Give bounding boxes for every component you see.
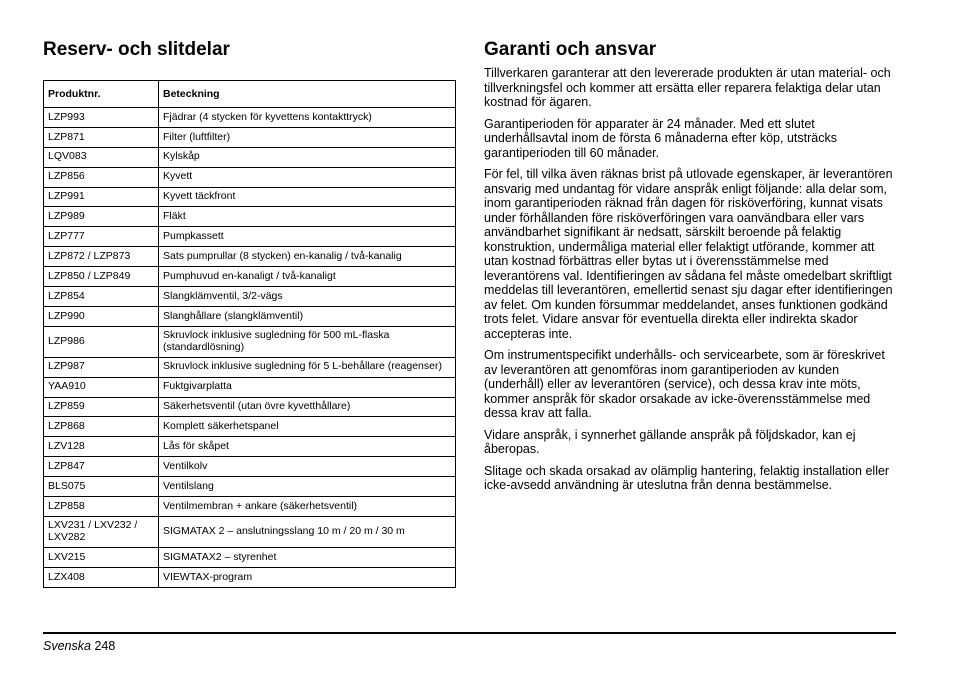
table-row <box>44 147 456 167</box>
product-number-cell: LZP993 <box>44 108 159 128</box>
table-row <box>44 227 456 247</box>
product-number-cell: LQV083 <box>44 147 159 167</box>
description-cell: Sats pumprullar (8 stycken) en-kanalig / två-kanalig <box>159 247 456 267</box>
description-cell: Pumphuvud en-kanaligt / två-kanaligt <box>159 267 456 287</box>
description-cell: Filter (luftfilter) <box>159 127 456 147</box>
parts-section-title: Reserv- och slitdelar <box>43 39 230 60</box>
description-cell: Fuktgivarplatta <box>159 377 456 397</box>
table-row <box>44 457 456 477</box>
description-cell: SIGMATAX2 – styrenhet <box>159 547 456 567</box>
table-row <box>44 357 456 377</box>
table-row <box>44 567 456 587</box>
description-cell: Fläkt <box>159 207 456 227</box>
table-row <box>44 207 456 227</box>
description-cell: Ventilkolv <box>159 457 456 477</box>
product-number-cell: LZP777 <box>44 227 159 247</box>
warranty-paragraph: Vidare anspråk, i synnerhet gällande anspråk på följdskador, kan ej åberopas. <box>484 427 856 456</box>
product-number-cell: LZX408 <box>44 567 159 587</box>
table-row <box>44 417 456 437</box>
table-row <box>44 167 456 187</box>
footer-language: Svenska <box>43 639 91 653</box>
description-cell: Pumpkassett <box>159 227 456 247</box>
column-header-description: Beteckning <box>159 81 456 108</box>
description-cell: Skruvlock inklusive sugledning för 5 L-behållare (reagenser) <box>159 357 456 377</box>
description-cell: Kyvett täckfront <box>159 187 456 207</box>
table-row <box>44 267 456 287</box>
description-cell: Slangklämventil, 3/2-vägs <box>159 287 456 307</box>
product-number-cell: LZP850 / LZP849 <box>44 267 159 287</box>
parts-table-body <box>44 108 456 588</box>
table-row <box>44 397 456 417</box>
table-header-row <box>44 81 456 108</box>
warranty-paragraph: Tillverkaren garanterar att den levererade produkten är utan material- och tillverkningsfel och kommer att ersätta eller reparera felaktiga delar utan kostnad för ägaren. <box>484 66 891 109</box>
table-row <box>44 187 456 207</box>
table-row <box>44 287 456 307</box>
description-cell: Säkerhetsventil (utan övre kyvetthållare) <box>159 397 456 417</box>
description-cell: Kyvett <box>159 167 456 187</box>
product-number-cell: LZP990 <box>44 306 159 326</box>
column-header-product-number: Produktnr. <box>44 81 159 108</box>
description-cell: Lås för skåpet <box>159 437 456 457</box>
product-number-cell: LZP847 <box>44 457 159 477</box>
product-number-cell: LZP989 <box>44 207 159 227</box>
table-row <box>44 108 456 128</box>
product-number-cell: LZP872 / LZP873 <box>44 247 159 267</box>
footer-divider <box>43 632 896 634</box>
warranty-paragraph: Garantiperioden för apparater är 24 månader. Med ett slutet underhållsavtal inom de första 6 månaderna efter köp, utsträcks garantiperioden till 60 månader. <box>484 116 837 160</box>
product-number-cell: LXV231 / LXV232 / LXV282 <box>44 516 159 547</box>
product-number-cell: LZP986 <box>44 326 159 357</box>
product-number-cell: YAA910 <box>44 377 159 397</box>
product-number-cell: LZP856 <box>44 167 159 187</box>
product-number-cell: LXV215 <box>44 547 159 567</box>
warranty-text <box>484 66 898 500</box>
warranty-paragraph: Om instrumentspecifikt underhålls- och servicearbete, som är föreskrivet av leverantören att genomföras inom garantiperioden av kunden (underhåll) eller av leverantören (service), och dessa krav inte möts, kommer anspråk för skador orsakade av icke-överensstämmelse med dessa krav att falla. <box>484 348 885 420</box>
table-row <box>44 326 456 357</box>
footer-page-number: 248 <box>94 639 116 653</box>
table-row <box>44 247 456 267</box>
table-row <box>44 127 456 147</box>
product-number-cell: LZP871 <box>44 127 159 147</box>
product-number-cell: LZP858 <box>44 497 159 517</box>
parts-table <box>43 80 456 588</box>
page-footer <box>43 639 115 654</box>
description-cell: Skruvlock inklusive sugledning för 500 mL-flaska (standardlösning) <box>159 326 456 357</box>
description-cell: VIEWTAX-program <box>159 567 456 587</box>
product-number-cell: LZV128 <box>44 437 159 457</box>
description-cell: Slanghållare (slangklämventil) <box>159 306 456 326</box>
table-row <box>44 306 456 326</box>
table-row <box>44 477 456 497</box>
warranty-paragraph: Slitage och skada orsakad av olämplig hantering, felaktig installation eller icke-avsedd användning är uteslutna från denna bestämmelse. <box>484 463 890 492</box>
product-number-cell: LZP859 <box>44 397 159 417</box>
product-number-cell: LZP868 <box>44 417 159 437</box>
description-cell: SIGMATAX 2 – anslutningsslang 10 m / 20 m / 30 m <box>159 516 456 547</box>
product-number-cell: LZP987 <box>44 357 159 377</box>
table-row <box>44 547 456 567</box>
description-cell: Ventilslang <box>159 477 456 497</box>
product-number-cell: LZP854 <box>44 287 159 307</box>
table-row <box>44 516 456 547</box>
product-number-cell: BLS075 <box>44 477 159 497</box>
table-row <box>44 437 456 457</box>
product-number-cell: LZP991 <box>44 187 159 207</box>
warranty-paragraph: För fel, till vilka även räknas brist på utlovade egenskaper, är leverantören ansvarig med undantag för vidare anspråk enligt följande: alla delar som, inom garantiperioden räknad från dagen för risköverföring, kunnat visats under förhållanden före risköverföringen vara oanvändbara eller vars användbarhet signifikant är nedsatt, särskilt beroende på felaktig konstruktion, undermåliga material eller felaktigt utförande, kommer att utan kostnad förbättras eller bytas ut i överensstämmelse med leverantörens val. Identifieringen av sådana fel måste omedelbart skriftligt meddelas till leverantören, emellertid senast sju dagar efter identifieringen av felet. Om kunden försummar meddelandet, anses funktionen godkänd trots felet. Vidare ansvar för eventuella direkta eller indirekta skador accepteras inte. <box>484 167 893 341</box>
description-cell: Fjädrar (4 stycken för kyvettens kontakttryck) <box>159 108 456 128</box>
table-row <box>44 497 456 517</box>
warranty-section-title: Garanti och ansvar <box>484 39 657 60</box>
description-cell: Ventilmembran + ankare (säkerhetsventil) <box>159 497 456 517</box>
description-cell: Kylskåp <box>159 147 456 167</box>
description-cell: Komplett säkerhetspanel <box>159 417 456 437</box>
table-row <box>44 377 456 397</box>
